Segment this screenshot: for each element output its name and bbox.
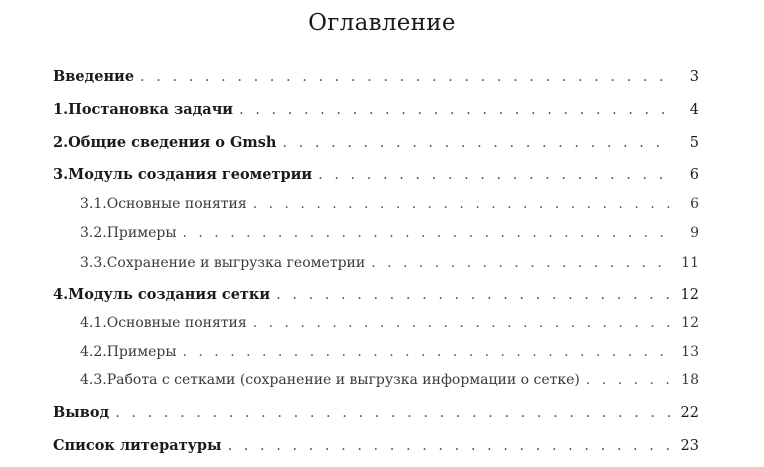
toc-entry-number: 1. [53, 101, 69, 118]
toc-entry-section-3-2[interactable] [80, 225, 699, 241]
toc-entry-page: 3 [689, 69, 699, 85]
toc-entry-chapter-2[interactable] [53, 134, 699, 151]
toc-entry-section-4-3[interactable] [80, 372, 699, 388]
toc-entry-chapter-1[interactable] [53, 101, 699, 118]
toc-entry-introduction[interactable] [53, 68, 699, 85]
toc-entry-title: Модуль создания геометрии [68, 166, 313, 183]
toc-entry-number: 3.2. [80, 225, 107, 241]
dot-leader [586, 372, 671, 388]
toc-entry-title: Сохранение и выгрузка геометрии [106, 255, 366, 271]
dot-leader [183, 225, 672, 241]
toc-entry-number: 4.3. [80, 372, 107, 388]
toc-entry-page: 13 [681, 344, 699, 360]
toc-entry-chapter-3[interactable] [53, 166, 699, 183]
toc-entry-title: Постановка задачи [68, 101, 234, 118]
toc-entry-page: 12 [681, 315, 699, 331]
toc-entry-number: 3.1. [80, 196, 107, 212]
toc-entry-title: Список литературы [53, 437, 222, 454]
toc-entry-references[interactable] [53, 437, 699, 454]
toc-entry-page: 4 [689, 102, 699, 118]
toc-entry-number: 3.3. [80, 255, 107, 271]
dot-leader [371, 255, 671, 271]
toc-entry-chapter-4[interactable] [53, 286, 699, 303]
toc-entry-title: Общие сведения о Gmsh [68, 134, 277, 151]
toc-entry-title: Примеры [106, 225, 177, 241]
toc-entry-title: Введение [53, 68, 135, 85]
toc-entry-section-4-2[interactable] [80, 344, 699, 360]
dot-leader [239, 102, 671, 118]
toc-entry-page: 22 [680, 405, 699, 421]
toc-entry-title: Основные понятия [106, 196, 247, 212]
dot-leader [318, 167, 671, 183]
toc-entry-section-3-1[interactable] [80, 196, 699, 212]
toc-entry-page: 5 [689, 135, 699, 151]
dot-leader [276, 287, 671, 303]
toc-entry-title: Основные понятия [106, 315, 247, 331]
toc-entry-page: 6 [689, 167, 699, 183]
toc-entry-page: 11 [681, 255, 699, 271]
toc-entry-page: 18 [681, 372, 699, 388]
dot-leader [253, 315, 671, 331]
toc-entry-number: 4.2. [80, 344, 107, 360]
toc-entry-number: 4.1. [80, 315, 107, 331]
toc-entry-page: 9 [690, 225, 699, 241]
page-title: Оглавление [308, 10, 456, 36]
toc-entry-title: Примеры [106, 344, 177, 360]
toc-entry-page: 23 [680, 438, 699, 454]
toc-entry-number: 4. [53, 286, 69, 303]
toc-entry-page: 12 [680, 287, 699, 303]
toc-entry-title: Вывод [53, 404, 110, 421]
dot-leader [253, 196, 671, 212]
dot-leader [140, 69, 671, 85]
dot-leader [115, 405, 671, 421]
dot-leader [228, 438, 671, 454]
toc-entry-number: 3. [53, 166, 69, 183]
toc-entry-number: 2. [53, 134, 69, 151]
toc-entry-title: Работа с сетками (сохранение и выгрузка информации о сетке) [106, 372, 580, 388]
toc-entry-conclusion[interactable] [53, 404, 699, 421]
toc-entry-page: 6 [690, 196, 699, 212]
toc-entry-title: Модуль создания сетки [68, 286, 271, 303]
toc-entry-section-3-3[interactable] [80, 255, 699, 271]
dot-leader [183, 344, 672, 360]
toc-entry-section-4-1[interactable] [80, 315, 699, 331]
dot-leader [282, 135, 671, 151]
